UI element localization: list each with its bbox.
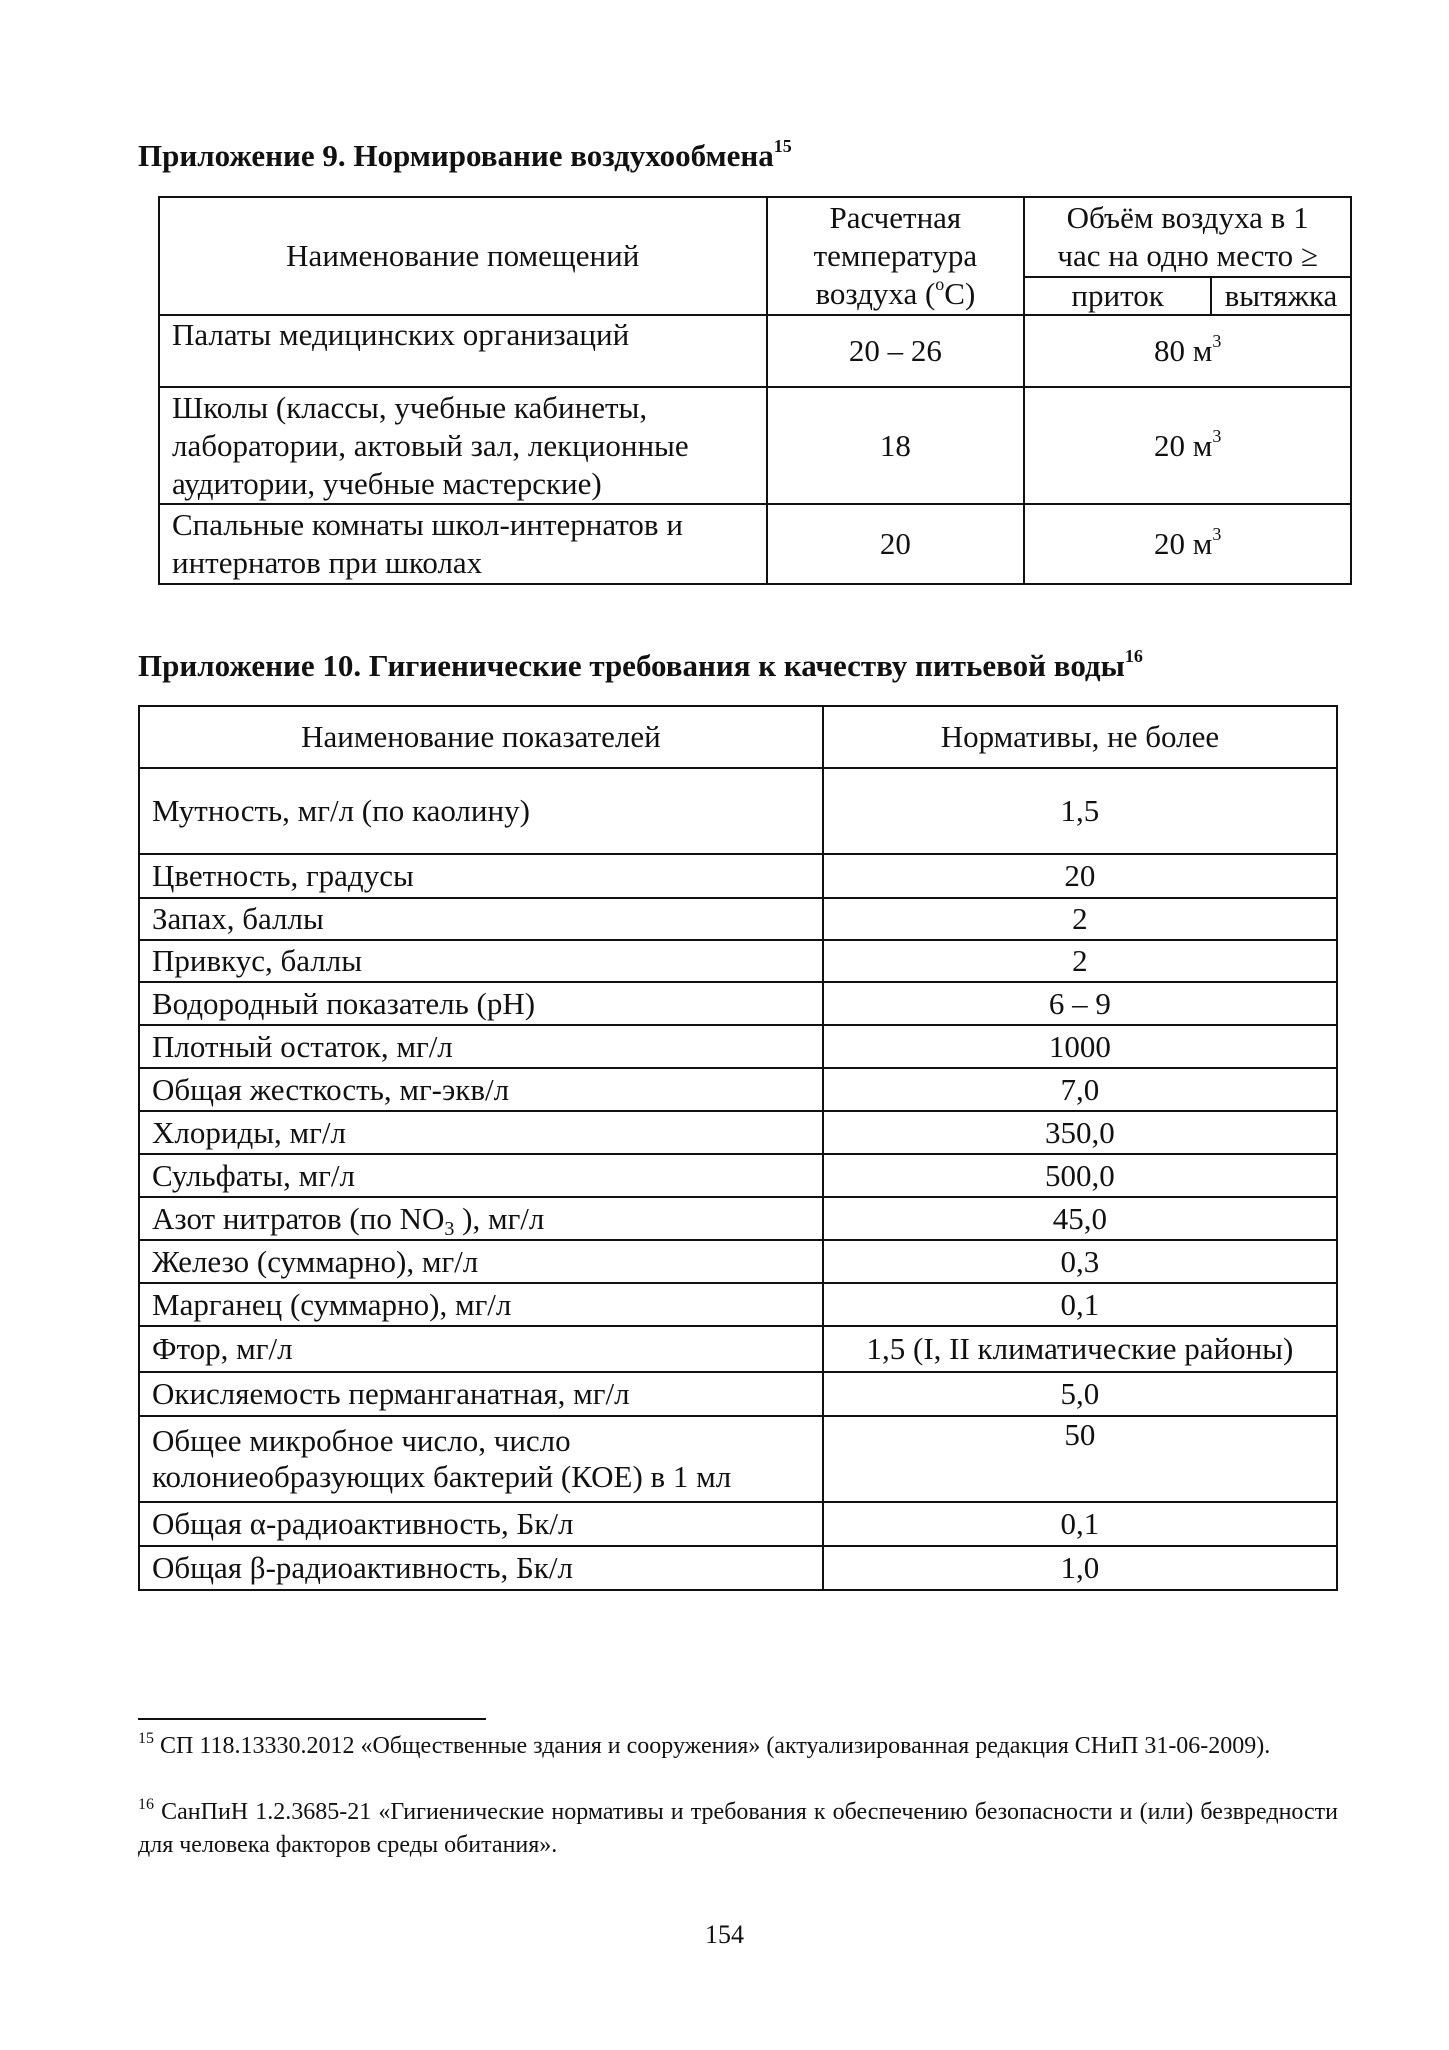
room-name-cell: Палаты медицинских организаций	[159, 315, 767, 387]
indicator-cell: Сульфаты, мг/л	[139, 1154, 823, 1197]
norm-cell: 1,5 (I, II климатические районы)	[823, 1326, 1337, 1372]
norm-cell: 2	[823, 898, 1337, 940]
table-row	[139, 768, 1337, 854]
header-air-volume-line1: Объём воздуха в 1	[1066, 200, 1309, 235]
indicator-cell: Хлориды, мг/л	[139, 1111, 823, 1154]
air-volume-cell: 20 $м^3$	[1024, 387, 1351, 504]
footnote-text: СанПиН 1.2.3685-21 «Гигиенические нормативы и требования к обеспечению безопасности и (или) безвредности для человека факторов среды обитания».	[138, 1799, 1338, 1858]
table-row	[139, 1283, 1337, 1326]
page-number: 154	[705, 1920, 744, 1949]
indicator-cell: Общая β-радиоактивность, Бк/л	[139, 1546, 823, 1590]
air-volume-cell: 20 $м^3$	[1024, 504, 1351, 584]
footnote-ref-15: 15	[773, 136, 792, 156]
table-row	[139, 1240, 1337, 1283]
room-name-cell: Спальные комнаты школ-интернатов и интернатов при школах	[159, 504, 767, 584]
norm-cell: 0,3	[823, 1240, 1337, 1283]
norm-cell: 1,0	[823, 1546, 1337, 1590]
footnote-mark: 15	[138, 1730, 154, 1747]
table-row	[139, 1197, 1337, 1240]
temperature-cell: 18	[767, 387, 1025, 504]
header-exhaust: вытяжка	[1211, 277, 1351, 315]
indicator-cell: Марганец (суммарно), мг/л	[139, 1283, 823, 1326]
footnote-mark: 16	[138, 1796, 154, 1813]
table-row	[139, 1546, 1337, 1590]
appendix-10-heading	[138, 646, 1143, 686]
norm-cell: 45,0	[823, 1197, 1337, 1240]
indicator-cell: Общее микробное число, число колониеобразующих бактерий (КОЕ) в 1 мл	[139, 1416, 823, 1502]
header-inflow: приток	[1024, 277, 1211, 315]
table-row	[139, 1326, 1337, 1372]
table-row	[139, 898, 1337, 940]
indicator-cell: Фтор, мг/л	[139, 1326, 823, 1372]
norm-cell: 50	[823, 1416, 1337, 1502]
indicator-cell: Плотный остаток, мг/л	[139, 1025, 823, 1068]
table-row	[139, 940, 1337, 982]
temperature-cell: 20 – 26	[767, 315, 1025, 387]
header-norm: Нормативы, не более	[823, 706, 1337, 768]
header-temperature	[767, 197, 1025, 315]
header-temperature-line3: воздуха ($^o$C)	[815, 274, 976, 311]
header-room-name: Наименование помещений	[159, 197, 767, 315]
indicator-cell: Азот нитратов (по $NO_3$ ), мг/л	[139, 1197, 823, 1240]
table-row	[139, 1416, 1337, 1502]
appendix-9-heading	[138, 136, 792, 176]
temperature-cell: 20	[767, 504, 1025, 584]
table-row	[139, 982, 1337, 1025]
table-row	[159, 504, 1351, 584]
air-volume-cell: 80 $м^3$	[1024, 315, 1351, 387]
table-row	[139, 1502, 1337, 1546]
norm-cell: 1,5	[823, 768, 1337, 854]
indicator-cell: Водородный показатель (pH)	[139, 982, 823, 1025]
indicator-cell: Общая жесткость, мг-экв/л	[139, 1068, 823, 1111]
header-temperature-line2: температура	[813, 238, 978, 273]
indicator-cell: Общая α-радиоактивность, Бк/л	[139, 1502, 823, 1546]
norm-cell: 0,1	[823, 1502, 1337, 1546]
norm-cell: 0,1	[823, 1283, 1337, 1326]
norm-cell: 350,0	[823, 1111, 1337, 1154]
indicator-cell: Запах, баллы	[139, 898, 823, 940]
room-name-cell: Школы (классы, учебные кабинеты, лаборатории, актовый зал, лекционные аудитории, учебные мастерские)	[159, 387, 767, 504]
table-row	[139, 1025, 1337, 1068]
header-indicator: Наименование показателей	[139, 706, 823, 768]
footnote-divider	[138, 1718, 486, 1720]
footnote-15	[138, 1730, 1338, 1763]
table-row	[139, 854, 1337, 898]
norm-cell: 6 – 9	[823, 982, 1337, 1025]
indicator-cell: Цветность, градусы	[139, 854, 823, 898]
norm-cell: 2	[823, 940, 1337, 982]
norm-cell: 500,0	[823, 1154, 1337, 1197]
indicator-cell: Мутность, мг/л (по каолину)	[139, 768, 823, 854]
norm-cell: 20	[823, 854, 1337, 898]
appendix-10-title: Приложение 10. Гигиенические требования к качеству питьевой воды	[138, 648, 1125, 683]
table-row	[139, 1068, 1337, 1111]
norm-cell: 7,0	[823, 1068, 1337, 1111]
footnote-text: СП 118.13330.2012 «Общественные здания и сооружения» (актуализированная редакция СНиП 31-06-2009).	[154, 1733, 1271, 1759]
indicator-cell: Привкус, баллы	[139, 940, 823, 982]
table-row	[139, 1111, 1337, 1154]
norm-cell: 1000	[823, 1025, 1337, 1068]
header-air-volume	[1024, 197, 1351, 277]
air-exchange-table	[158, 196, 1352, 585]
table-row	[139, 1154, 1337, 1197]
water-quality-table	[138, 705, 1338, 1591]
table-row	[159, 315, 1351, 387]
footnote-16	[138, 1796, 1338, 1862]
header-air-volume-line2: час на одно место ≥	[1057, 238, 1318, 273]
appendix-9-title: Приложение 9. Нормирование воздухообмена	[138, 138, 774, 173]
indicator-cell: Окисляемость перманганатная, мг/л	[139, 1372, 823, 1416]
table-row	[139, 1372, 1337, 1416]
table-row	[159, 387, 1351, 504]
indicator-cell: Железо (суммарно), мг/л	[139, 1240, 823, 1283]
norm-cell: 5,0	[823, 1372, 1337, 1416]
footnote-ref-16: 16	[1124, 646, 1143, 666]
header-temperature-line1: Расчетная	[829, 200, 962, 235]
